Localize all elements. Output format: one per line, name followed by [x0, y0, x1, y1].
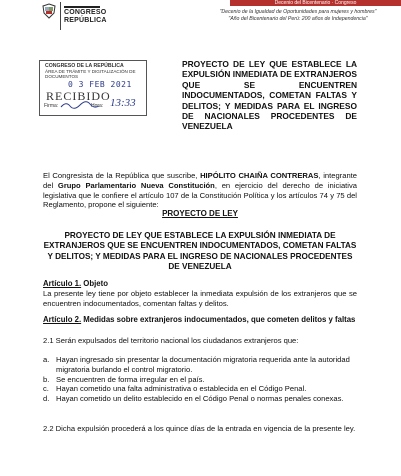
list-item-text: Hayan ingresado sin presentar la documentación migratoria requerida ante la autoridad migratoria burlando el control migratorio. [56, 355, 350, 374]
article-2-list [43, 355, 357, 404]
article-1-title: Objeto [81, 279, 108, 288]
list-item [43, 375, 357, 385]
list-item [43, 384, 357, 394]
list-item-text: Se encuentren de forma irregular en el país. [56, 374, 205, 384]
signature-scribble-icon [60, 100, 100, 110]
stamp-hora-label: Hora: [90, 103, 104, 109]
article-1-label: Artículo 1. [43, 279, 82, 288]
stamp-hora-value: 13:33 [110, 97, 136, 109]
list-item [43, 355, 357, 375]
article-1-heading [43, 279, 357, 289]
article-2-title: Medidas sobre extranjeros indocumentados, que cometen delitos y faltas [81, 315, 356, 324]
list-item-text: Hayan cometido un delito establecido en el Código Penal o normas penales conexas. [56, 394, 344, 404]
stamp-date: 0 3 FEB 2021 [68, 80, 132, 89]
bill-title: PROYECTO DE LEY QUE ESTABLECE LA EXPULSIÓN INMEDIATA DE EXTRANJEROS QUE SE ENCUENTREN INDOCUMENTADOS, COMETAN FALTAS Y DELITOS; Y MEDIDAS PARA EL INGRESO DE NACIONALES PROCEDENTES DE VENEZUELA [43, 231, 357, 272]
header-divider [60, 2, 61, 30]
list-item [43, 394, 357, 404]
section-heading: PROYECTO DE LEY [162, 209, 238, 218]
list-item-marker: b. [43, 374, 50, 384]
coat-of-arms-icon [41, 3, 57, 19]
quote-line-1: "Decenio de la Igualdad de Oportunidades para mujeres y hombres" [219, 9, 377, 15]
top-banner: Decenio del Bicentenario · Congreso [230, 0, 401, 6]
list-item-marker: d. [43, 394, 50, 404]
header-quote [198, 9, 398, 23]
institution-logo [64, 5, 107, 25]
article-1-text: La presente ley tiene por objeto establecer la inmediata expulsión de los extranjeros que se encuentren indocumentados, comentan faltas y delitos. [43, 289, 357, 308]
congressman-name: HIPÓLITO CHAIÑA CONTRERAS [200, 171, 319, 180]
intro-text-3: , en ejercicio del derecho de iniciativa legislativa que le confiere el artículo 107 de la Constitución Política y los artículos 74 y 75 del Reglamento, propone el siguiente: [43, 180, 357, 210]
intro-text-2: , integrante del [43, 171, 357, 190]
stamp-line-2: ÁREA DE TRÁMITE Y DIGITALIZACIÓN DE DOCUMENTOS [45, 69, 136, 79]
institution-country: REPÚBLICA [64, 17, 107, 24]
list-item-marker: a. [43, 355, 50, 364]
list-item-text: Hayan cometido una falta administrativa o establecida en el Código Penal. [56, 384, 307, 394]
intro-paragraph [43, 171, 357, 210]
article-2-label: Artículo 2. [43, 315, 82, 324]
stamp-received: RECIBIDO [46, 89, 111, 103]
article-2-intro: 2.1 Serán expulsados del territorio nacional los ciudadanos extranjeros que: [43, 336, 299, 345]
stamp-firma-label: Firma: [44, 103, 59, 109]
institution-name: CONGRESO [64, 9, 107, 16]
stamp-line-1: CONGRESO DE LA REPÚBLICA [45, 63, 124, 69]
parliamentary-group: Grupo Parlamentario Nueva Constitución [57, 180, 215, 190]
document-title: PROYECTO DE LEY QUE ESTABLECE LA EXPULSIÓN INMEDIATA DE EXTRANJEROS QUE SE ENCUENTREN INDOCUMENTADOS, COMETAN FALTAS Y DELITOS; Y MEDIDAS PARA EL INGRESO DE NACIONALES PROCEDENTES DE VENEZUELA [182, 59, 357, 132]
reception-stamp [39, 60, 147, 116]
article-2-heading [43, 315, 357, 325]
quote-line-2: "Año del Bicentenario del Perú: 200 años de Independencia" [228, 16, 368, 22]
list-item-marker: c. [43, 384, 49, 394]
intro-text-1: El Congresista de la República que suscribe, [43, 171, 201, 180]
article-2-paragraph-2: 2.2 Dicha expulsión procederá a los quince días de la entrada en vigencia de la presente ley. [43, 424, 356, 433]
